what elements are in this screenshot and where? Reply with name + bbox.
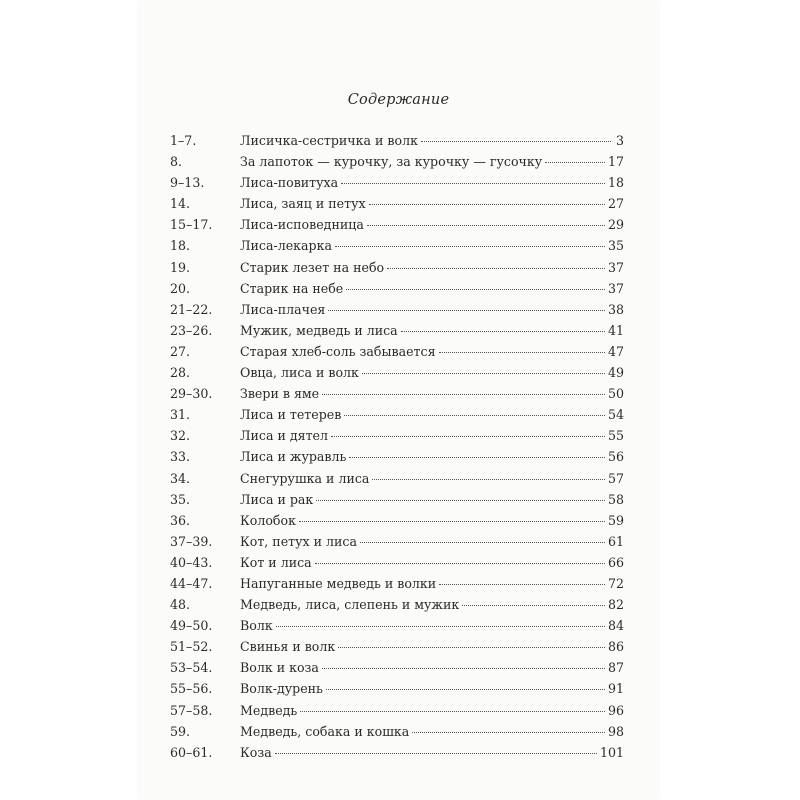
toc-entry-page: 37: [607, 259, 624, 275]
toc-entry-number: 40–43.: [170, 554, 213, 570]
toc-entry-page: 49: [607, 365, 624, 381]
toc-entry-number: 48.: [170, 597, 191, 613]
dot-leader: [276, 626, 605, 627]
toc-entry-page: 35: [607, 238, 624, 254]
toc-entry-number: 34.: [170, 470, 191, 486]
page-title: Содержание: [347, 92, 450, 108]
toc-entry-page: 87: [607, 660, 624, 676]
toc-entry: [170, 196, 624, 217]
toc-entry-title: Лиса-плачея: [240, 301, 326, 317]
toc-entry-page: 66: [607, 554, 624, 570]
toc-entry-title: Волк-дурень: [240, 681, 323, 697]
toc-entry-number: 15–17.: [170, 217, 213, 233]
book-page: [138, 0, 659, 800]
toc-entry: [170, 386, 624, 407]
toc-entry-title: Волк и коза: [240, 660, 319, 676]
toc-entry: [170, 260, 624, 281]
toc-entry-page: 96: [607, 702, 624, 718]
dot-leader: [299, 521, 605, 522]
toc-entry-page: 50: [607, 386, 624, 402]
toc-entry-page: 41: [607, 322, 624, 338]
dot-leader: [315, 563, 605, 564]
toc-entry-page: 57: [607, 470, 624, 486]
toc-entry-title: Лиса, заяц и петух: [240, 196, 366, 212]
dot-leader: [335, 246, 605, 247]
dot-leader: [412, 732, 605, 733]
toc-entry-page: 91: [607, 681, 624, 697]
toc-entry: [170, 639, 624, 660]
toc-entry-page: 27: [607, 196, 624, 212]
toc-entry: [170, 449, 624, 470]
dot-leader: [462, 605, 605, 606]
toc-entry-page: 58: [607, 491, 624, 507]
dot-leader: [439, 352, 605, 353]
dot-leader: [387, 268, 605, 269]
table-of-contents: [170, 133, 624, 766]
toc-entry-page: 47: [607, 343, 624, 359]
toc-entry-number: 44–47.: [170, 575, 213, 591]
toc-entry: [170, 238, 624, 259]
toc-entry-title: Напуганные медведь и волки: [240, 575, 437, 591]
toc-entry-title: Колобок: [240, 512, 296, 528]
toc-entry: [170, 365, 624, 386]
toc-entry-title: Лиса-исповедница: [240, 217, 364, 233]
dot-leader: [331, 436, 605, 437]
toc-entry-page: 86: [607, 639, 624, 655]
dot-leader: [346, 289, 605, 290]
toc-entry-number: 53–54.: [170, 660, 213, 676]
dot-leader: [545, 162, 605, 163]
toc-entry-title: Свинья и волк: [240, 639, 336, 655]
toc-entry-number: 51–52.: [170, 639, 213, 655]
toc-entry: [170, 217, 624, 238]
toc-entry-number: 19.: [170, 259, 191, 275]
toc-entry-title: Лиса и рак: [240, 491, 314, 507]
toc-entry-page: 29: [607, 217, 624, 233]
toc-entry-page: 56: [607, 449, 624, 465]
toc-entry-page: 72: [607, 575, 624, 591]
dot-leader: [275, 753, 597, 754]
dot-leader: [372, 479, 605, 480]
dot-leader: [421, 141, 611, 142]
toc-entry-number: 21–22.: [170, 301, 213, 317]
toc-entry-number: 59.: [170, 723, 191, 739]
toc-entry: [170, 492, 624, 513]
toc-entry-page: 54: [607, 407, 624, 423]
toc-entry: [170, 597, 624, 618]
toc-entry-title: Лисичка-сестричка и волк: [240, 133, 418, 148]
dot-leader: [369, 204, 605, 205]
toc-entry: [170, 281, 624, 302]
toc-entry-number: 49–50.: [170, 618, 213, 634]
toc-entry-title: Овца, лиса и волк: [240, 365, 359, 381]
toc-entry-number: 20.: [170, 280, 191, 296]
toc-entry-number: 33.: [170, 449, 191, 465]
toc-entry: [170, 745, 624, 766]
toc-entry-number: 36.: [170, 512, 191, 528]
toc-entry: [170, 618, 624, 639]
toc-entry: [170, 302, 624, 323]
dot-leader: [439, 584, 605, 585]
toc-entry-page: 84: [607, 618, 624, 634]
toc-entry-number: 35.: [170, 491, 191, 507]
toc-entry-page: 59: [607, 512, 624, 528]
toc-entry-number: 23–26.: [170, 322, 213, 338]
toc-entry-title: Кот, петух и лиса: [240, 533, 357, 549]
toc-entry-number: 31.: [170, 407, 191, 423]
toc-entry-page: 17: [607, 154, 624, 170]
toc-entry-title: Старик лезет на небо: [240, 259, 385, 275]
dot-leader: [326, 689, 605, 690]
toc-entry-title: Лиса и дятел: [240, 428, 328, 444]
toc-entry: [170, 344, 624, 365]
toc-entry: [170, 428, 624, 449]
toc-entry-number: 27.: [170, 343, 191, 359]
toc-entry: [170, 681, 624, 702]
toc-entry: [170, 133, 624, 154]
toc-entry-title: Мужик, медведь и лиса: [240, 322, 398, 338]
toc-entry-page: 18: [607, 175, 624, 191]
toc-entry-page: 61: [607, 533, 624, 549]
dot-leader: [344, 415, 605, 416]
toc-entry-title: За лапоток — курочку, за курочку — гусочку: [240, 154, 543, 170]
toc-entry-title: Снегурушка и лиса: [240, 470, 370, 486]
dot-leader: [300, 711, 605, 712]
toc-entry: [170, 513, 624, 534]
toc-entry-number: 28.: [170, 365, 191, 381]
toc-entry: [170, 724, 624, 745]
toc-entry-number: 14.: [170, 196, 191, 212]
toc-entry: [170, 555, 624, 576]
dot-leader: [328, 310, 605, 311]
dot-leader: [322, 668, 605, 669]
toc-entry-title: Медведь, собака и кошка: [240, 723, 410, 739]
toc-entry-number: 57–58.: [170, 702, 213, 718]
toc-entry: [170, 154, 624, 175]
toc-entry-title: Медведь, лиса, слепень и мужик: [240, 597, 460, 613]
toc-entry-page: 37: [607, 280, 624, 296]
toc-entry-title: Лиса-повитуха: [240, 175, 339, 191]
toc-entry: [170, 534, 624, 555]
toc-entry-page: 55: [607, 428, 624, 444]
toc-entry-title: Лиса и журавль: [240, 449, 347, 465]
toc-entry-title: Лиса и тетерев: [240, 407, 342, 423]
toc-entry-page: 82: [607, 597, 624, 613]
toc-entry: [170, 660, 624, 681]
toc-entry-title: Медведь: [240, 702, 298, 718]
toc-entry: [170, 175, 624, 196]
toc-entry-page: 98: [607, 723, 624, 739]
toc-entry-page: 101: [599, 744, 624, 760]
dot-leader: [322, 394, 605, 395]
toc-entry: [170, 323, 624, 344]
toc-entry: [170, 576, 624, 597]
toc-entry-number: 9–13.: [170, 175, 205, 191]
toc-entry: [170, 703, 624, 724]
toc-entry-number: 60–61.: [170, 744, 213, 760]
toc-entry-number: 18.: [170, 238, 191, 254]
toc-entry-number: 55–56.: [170, 681, 213, 697]
toc-entry-title: Старая хлеб-соль забывается: [240, 343, 436, 359]
dot-leader: [349, 457, 605, 458]
dot-leader: [360, 542, 605, 543]
toc-entry-title: Старик на небе: [240, 280, 344, 296]
toc-entry-title: Кот и лиса: [240, 554, 312, 570]
toc-entry-title: Лиса-лекарка: [240, 238, 332, 254]
toc-entry-number: 29–30.: [170, 386, 213, 402]
dot-leader: [316, 500, 605, 501]
toc-entry-title: Коза: [240, 744, 272, 760]
toc-entry-number: 8.: [170, 154, 183, 170]
toc-entry-page: 38: [607, 301, 624, 317]
toc-entry: [170, 407, 624, 428]
toc-entry-number: 37–39.: [170, 533, 213, 549]
toc-entry-number: 1–7.: [170, 133, 197, 148]
dot-leader: [338, 647, 605, 648]
dot-leader: [401, 331, 605, 332]
toc-entry: [170, 471, 624, 492]
toc-entry-page: 3: [615, 133, 624, 148]
toc-entry-number: 32.: [170, 428, 191, 444]
dot-leader: [367, 225, 605, 226]
dot-leader: [362, 373, 605, 374]
toc-entry-title: Звери в яме: [240, 386, 320, 402]
toc-entry-title: Волк: [240, 618, 273, 634]
dot-leader: [341, 183, 605, 184]
